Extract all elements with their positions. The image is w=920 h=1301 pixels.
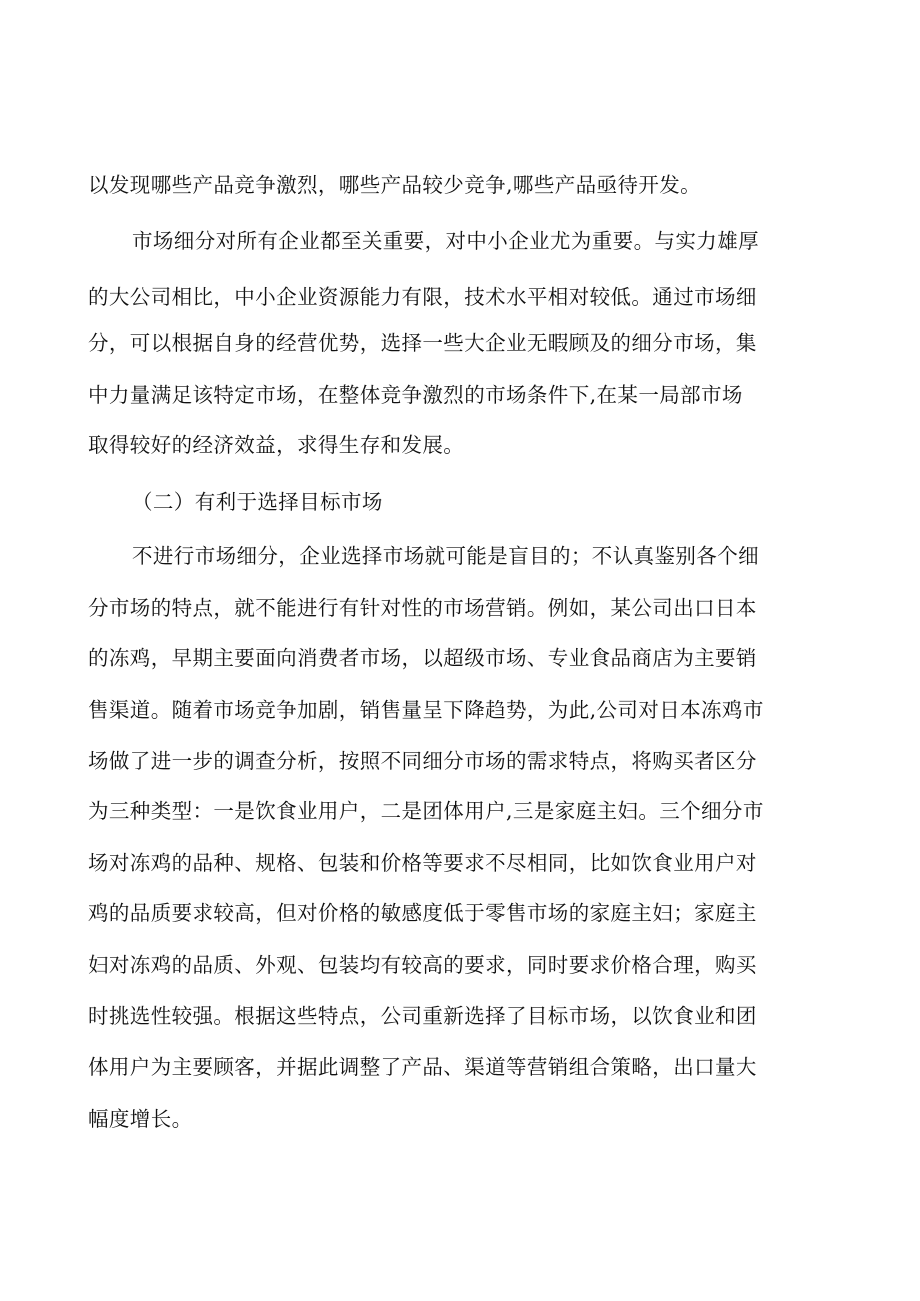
text-line: 时挑选性较强。根据这些特点，公司重新选择了目标市场，以饮食业和团 [88, 1004, 757, 1028]
text-line: 的冻鸡，早期主要面向消费者市场，以超级市场、专业食品商店为主要销 [88, 646, 757, 670]
section-heading: （二）有利于选择目标市场 [132, 490, 383, 514]
text-line: 妇对冻鸡的品质、外观、包装均有较高的要求，同时要求价格合理，购买 [88, 953, 757, 977]
text-line: 市场细分对所有企业都至关重要，对中小企业尤为重要。与实力雄厚 [132, 229, 759, 253]
text-line: 体用户为主要顾客，并据此调整了产品、渠道等营销组合策略，出口量大 [88, 1055, 757, 1079]
text-line: 中力量满足该特定市场，在整体竞争激烈的市场条件下,在某一局部市场 [88, 383, 743, 407]
text-line: 不进行市场细分，企业选择市场就可能是盲目的；不认真鉴别各个细 [132, 544, 759, 568]
text-line: 鸡的品质要求较高，但对价格的敏感度低于零售市场的家庭主妇；家庭主 [88, 901, 757, 925]
text-line: 场对冻鸡的品种、规格、包装和价格等要求不尽相同，比如饮食业用户对 [88, 851, 757, 875]
text-line: 取得较好的经济效益，求得生存和发展。 [88, 433, 465, 457]
text-line: 分市场的特点，就不能进行有针对性的市场营销。例如，某公司出口日本 [88, 596, 757, 620]
text-line: 的大公司相比，中小企业资源能力有限，技术水平相对较低。通过市场细 [88, 285, 757, 309]
text-line: 场做了进一步的调查分析，按照不同细分市场的需求特点，将购买者区分 [88, 749, 757, 773]
text-line: 以发现哪些产品竞争激烈，哪些产品较少竞争,哪些产品亟待开发。 [88, 173, 702, 197]
text-line: 幅度增长。 [88, 1107, 193, 1131]
text-line: 为三种类型：一是饮食业用户，二是团体用户,三是家庭主妇。三个细分市 [88, 799, 764, 823]
text-line: 分，可以根据自身的经营优势，选择一些大企业无暇顾及的细分市场，集 [88, 331, 757, 355]
text-line: 售渠道。随着市场竞争加剧，销售量呈下降趋势，为此,公司对日本冻鸡市 [88, 698, 764, 722]
